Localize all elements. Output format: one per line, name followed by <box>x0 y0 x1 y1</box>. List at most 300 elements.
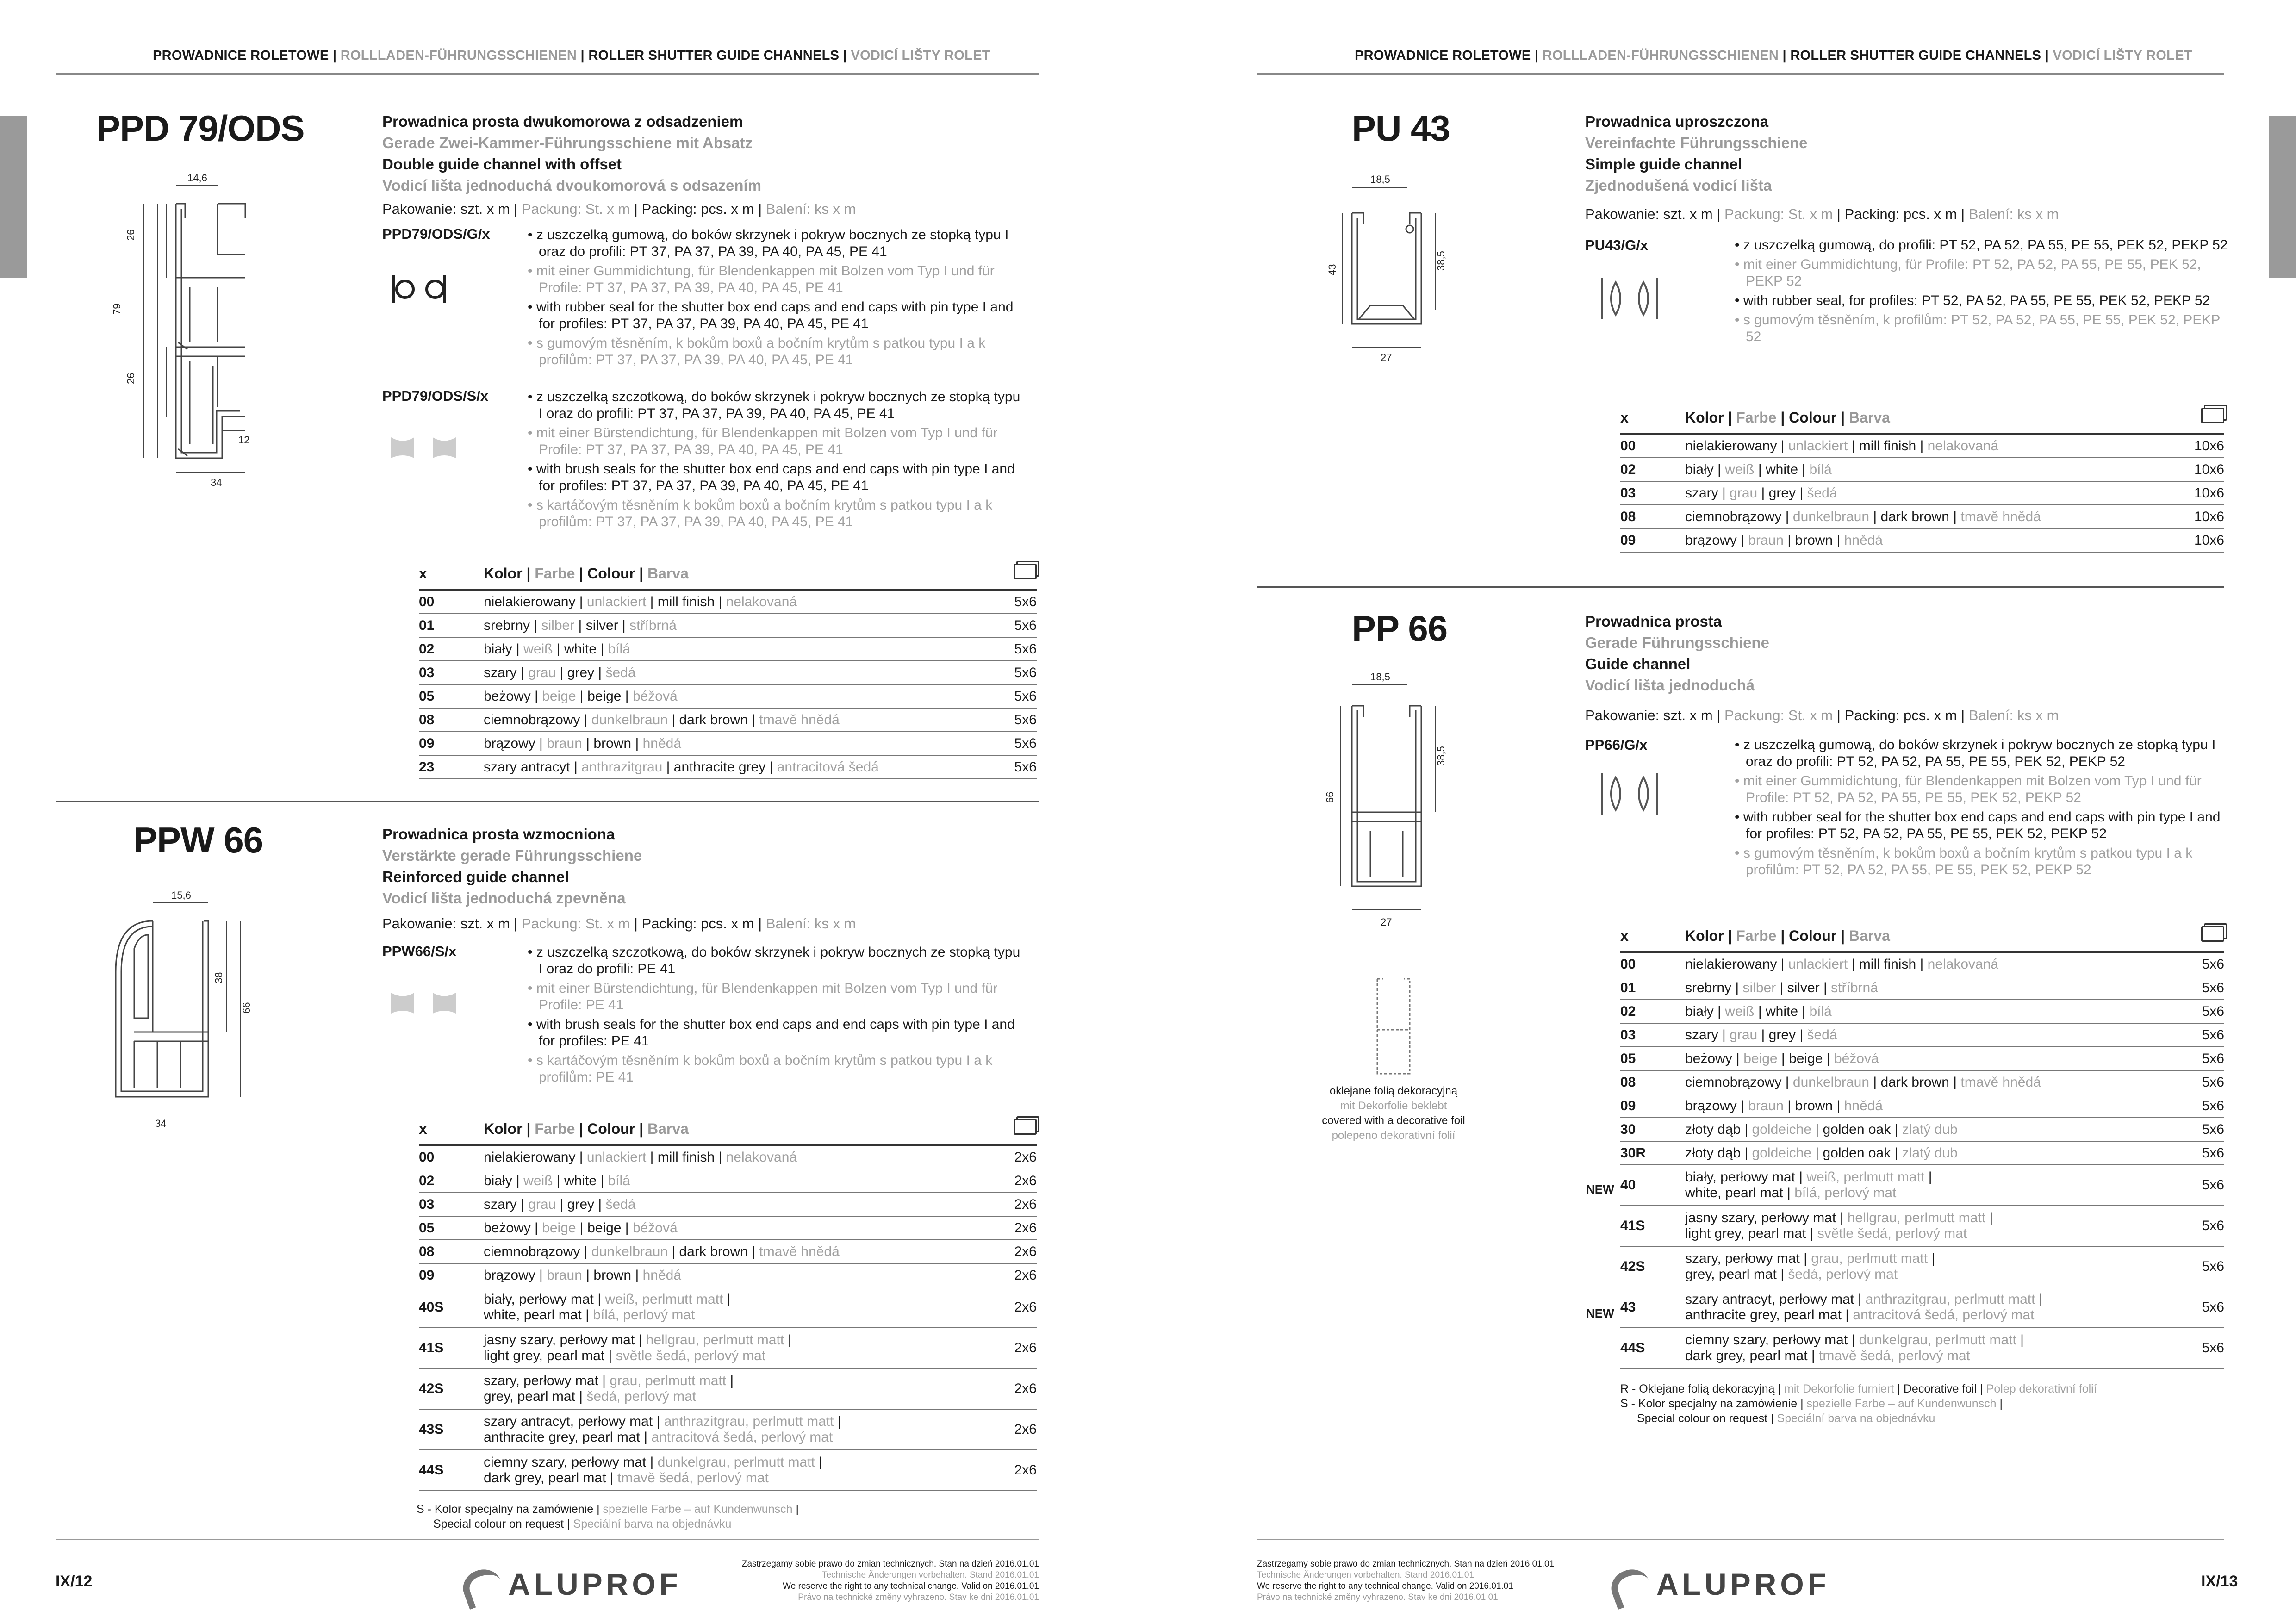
cell-text: dark brown <box>1880 509 1949 524</box>
colour-code: 41S <box>1620 1206 1685 1246</box>
special-colour-note: R - Oklejane folią dekoracyjną | mit Dekorfolie furniert | Decorative foil | Polep dekorativní folií S - Kolor specjalny na zamówienie | spezielle Farbe – auf Kundenwunsch | Special colour on request | Speciální barva na objednávku <box>1620 1382 2097 1425</box>
pack-quantity: 2x6 <box>1003 1145 1037 1169</box>
colour-name: szary | grau | grey | šedá <box>1685 1023 2191 1047</box>
cell-text: dunkelgrau, perlmutt matt <box>657 1455 815 1470</box>
cell-text: šedá <box>1807 1027 1837 1043</box>
dim-label: 66 <box>241 1002 252 1014</box>
table-row <box>419 1240 1037 1263</box>
pack-quantity: 2x6 <box>1003 1240 1037 1263</box>
table-row <box>1620 976 2224 1000</box>
pack-quantity: 2x6 <box>1003 1287 1037 1328</box>
colour-code: 41S <box>419 1328 484 1368</box>
cell-text: szary <box>1685 1027 1718 1043</box>
table-row <box>1620 1328 2224 1368</box>
pack-quantity: 5x6 <box>2191 1287 2224 1328</box>
cell-text: béžová <box>632 688 678 704</box>
colour-name: ciemnobrązowy | dunkelbraun | dark brown | tmavě hnědá <box>1685 1070 2191 1094</box>
packing-line: Pakowanie: szt. x m | Packung: St. x m | Packing: pcs. x m | Balení: ks x m <box>382 915 856 932</box>
cell-text: anthrazitgrau, perlmutt matt <box>664 1414 834 1429</box>
table-row <box>419 684 1037 708</box>
product-code: PU 43 <box>1352 108 1450 149</box>
cell-text: dunkelgrau, perlmutt matt <box>1859 1332 2016 1348</box>
colour-name: biały | weiß | white | bílá <box>1685 458 2182 481</box>
box-icon <box>1014 1119 1037 1135</box>
cell-text: šedá <box>605 1196 636 1212</box>
cell-text: tmavě hnědá <box>759 1244 840 1259</box>
cell-text: bílá, perlový mat <box>1794 1185 1897 1200</box>
colour-table <box>419 558 1037 779</box>
cell-text: ciemny szary, perłowy mat <box>484 1455 647 1470</box>
side-tab <box>0 116 27 278</box>
cell-text: stříbrná <box>1831 980 1878 995</box>
cell-text: ciemnobrązowy <box>1685 509 1782 524</box>
table-row <box>419 1193 1037 1216</box>
colour-name <box>484 1287 1003 1328</box>
table-row <box>419 637 1037 661</box>
table-row <box>1620 1094 2224 1118</box>
cell-text: tmavě šedá, perlový mat <box>1819 1348 1970 1363</box>
profile-drawing <box>1301 167 1449 366</box>
pack-quantity: 10x6 <box>2182 505 2224 529</box>
table-row <box>419 755 1037 779</box>
dim-label: 66 <box>1324 791 1336 803</box>
cell-text: biały <box>484 641 512 657</box>
colour-name: beżowy | beige | beige | béžová <box>484 684 1006 708</box>
pack-quantity: 2x6 <box>1003 1409 1037 1450</box>
cell-text: braun <box>1748 1098 1784 1113</box>
cell-text: grey, pearl mat <box>484 1389 575 1404</box>
table-header: x Kolor | Farbe | Colour | Barva <box>419 558 1037 590</box>
dim-label: 34 <box>211 477 222 488</box>
pack-quantity: 5x6 <box>2191 1206 2224 1246</box>
colour-code: 40 <box>1620 1165 1685 1206</box>
cell-text: braun <box>547 735 582 751</box>
pack-quantity: 10x6 <box>2182 458 2224 481</box>
cell-text: brązowy <box>484 735 535 751</box>
colour-code: 30 <box>1620 1118 1685 1141</box>
colour-code: 43S <box>419 1409 484 1450</box>
cell-text: hellgrau, perlmutt matt <box>646 1332 784 1348</box>
variant-description: • z uszczelką gumową, do profili: PT 52, PA 52, PA 55, PE 55, PEK 52, PEKP 52 • mit einer Gummidichtung, für Profile: PT 52, PA 52, PA 55, PE 55, PEK 52, PEKP 52 • with rubber seal, for profiles: PT 52, PA 52, PA 55, PE 55, PEK 52, PEKP 52 • s gumovým těsněním, k profilům: PT 52, PA 52, PA 55, PE 55, PEK 52, PEKP 52 <box>1735 237 2230 348</box>
colour-name: brązowy | braun | brown | hnědá <box>1685 529 2182 552</box>
decorative-foil-profile-icon <box>1370 974 1417 1081</box>
table-row <box>419 1409 1037 1450</box>
pack-quantity: 5x6 <box>1006 732 1037 755</box>
cell-text: white, pearl mat <box>484 1307 582 1323</box>
cell-text: weiß <box>1725 461 1755 477</box>
colour-code: 09 <box>419 1263 484 1287</box>
cell-text: šedá <box>605 665 636 680</box>
cell-text: unlackiert <box>1788 438 1848 454</box>
colour-code: 03 <box>419 661 484 684</box>
cell-text: light grey, pearl mat <box>1685 1226 1806 1241</box>
cell-text: biały <box>484 1173 512 1188</box>
cell-text: hnědá <box>1844 1098 1883 1113</box>
table-row <box>419 614 1037 637</box>
colour-name <box>1685 1328 2191 1368</box>
dim-label: 18,5 <box>1370 174 1390 185</box>
cell-text: dunkelbraun <box>591 1244 668 1259</box>
cell-text: mill finish <box>1859 956 1916 972</box>
table-row <box>1620 1070 2224 1094</box>
cell-text: anthrazitgrau, perlmutt matt <box>1865 1292 2035 1307</box>
pack-quantity: 5x6 <box>1006 661 1037 684</box>
pack-quantity: 5x6 <box>2191 976 2224 1000</box>
colour-name: srebrny | silber | silver | stříbrná <box>1685 976 2191 1000</box>
colour-name: brązowy | braun | brown | hnědá <box>484 1263 1003 1287</box>
table-row <box>1620 1287 2224 1328</box>
cell-text: grau <box>1730 1027 1758 1043</box>
table-row <box>419 1328 1037 1368</box>
cell-text: grau, perlmutt matt <box>1811 1251 1928 1266</box>
variant-code: PP66/G/x <box>1585 737 1648 753</box>
cell-text: šedá, perlový mat <box>1788 1267 1898 1282</box>
colour-name-line: dark grey, pearl mat | tmavě šedá, perlový mat <box>484 1470 769 1486</box>
colour-code: 02 <box>419 637 484 661</box>
variant-code: PPW66/S/x <box>382 943 457 959</box>
colour-code: 00 <box>419 590 484 614</box>
cell-text: grey <box>567 1196 595 1212</box>
cell-text: beige <box>587 688 622 704</box>
dim-label: 26 <box>125 229 137 241</box>
colour-name: brązowy | braun | brown | hnědá <box>484 732 1006 755</box>
cell-text: tmavě hnědá <box>1960 509 2041 524</box>
table-row <box>1620 1047 2224 1070</box>
pack-quantity: 10x6 <box>2182 481 2224 505</box>
table-header: x Kolor | Farbe | Colour | Barva <box>1620 402 2224 434</box>
pack-quantity: 5x6 <box>1006 614 1037 637</box>
table-row <box>1620 1000 2224 1023</box>
pack-quantity: 5x6 <box>1006 637 1037 661</box>
cell-text: white, pearl mat <box>1685 1185 1783 1200</box>
table-row <box>1620 1165 2224 1206</box>
colour-table <box>419 1113 1037 1491</box>
packing-line: Pakowanie: szt. x m | Packung: St. x m | Packing: pcs. x m | Balení: ks x m <box>1585 206 2059 222</box>
product-titles: Prowadnica uproszczona Vereinfachte Führungsschiene Simple guide channel Zjednodušená vodicí lišta <box>1585 113 1808 194</box>
colour-name: nielakierowany | unlackiert | mill finish | nelakovaná <box>1685 952 2191 976</box>
pack-quantity: 2x6 <box>1003 1169 1037 1193</box>
table-row <box>419 732 1037 755</box>
colour-code: 09 <box>419 732 484 755</box>
dim-label: 43 <box>1326 264 1338 275</box>
pack-quantity: 5x6 <box>2191 1023 2224 1047</box>
cell-text: ciemnobrązowy <box>484 1244 580 1259</box>
page-number: IX/12 <box>56 1573 93 1590</box>
colour-code: 08 <box>419 708 484 732</box>
dim-label: 27 <box>1381 916 1392 928</box>
colour-table <box>1620 402 2224 553</box>
colour-name: nielakierowany | unlackiert | mill finish | nelakovaná <box>484 1145 1003 1169</box>
cell-text: hnědá <box>642 735 682 751</box>
cell-text: weiß <box>523 641 553 657</box>
table-row <box>419 1263 1037 1287</box>
cell-text: szary <box>1685 485 1718 501</box>
colour-name-line: szary, perłowy mat | grau, perlmutt matt | <box>1685 1251 1935 1266</box>
colour-name: ciemnobrązowy | dunkelbraun | dark brown | tmavě hnědá <box>1685 505 2182 529</box>
cell-text: tmavě hnědá <box>759 712 840 728</box>
colour-name-line: jasny szary, perłowy mat | hellgrau, perlmutt matt | <box>484 1332 792 1348</box>
cell-text: unlackiert <box>586 594 647 609</box>
colour-code: 30R <box>1620 1141 1685 1165</box>
colour-name <box>484 1450 1003 1491</box>
colour-name <box>1685 1246 2191 1287</box>
cell-text: šedá <box>1807 485 1837 501</box>
cell-text: biały, perłowy mat <box>1685 1169 1795 1185</box>
cell-text: antracitová šedá <box>777 759 879 775</box>
variant-code: PU43/G/x <box>1585 237 1649 253</box>
aluprof-logo: ALUPROF <box>1611 1567 1830 1604</box>
cell-text: antracitová šedá, perlový mat <box>651 1430 833 1445</box>
cell-text: weiß <box>523 1173 553 1188</box>
dim-label: 34 <box>155 1118 167 1129</box>
cell-text: unlackiert <box>586 1149 647 1165</box>
cell-text: béžová <box>1834 1051 1879 1066</box>
cell-text: nelakovaná <box>1927 438 1999 454</box>
cell-text: silver <box>1787 980 1820 995</box>
colour-name-line: szary, perłowy mat | grau, perlmutt matt | <box>484 1373 734 1388</box>
colour-name-line: anthracite grey, pearl mat | antracitová šedá, perlový mat <box>484 1430 833 1445</box>
cell-text: weiß, perlmutt matt <box>1806 1169 1925 1185</box>
cell-text: white <box>564 641 597 657</box>
cell-text: jasny szary, perłowy mat <box>484 1332 635 1348</box>
colour-name-line: anthracite grey, pearl mat | antracitová šedá, perlový mat <box>1685 1307 2035 1323</box>
product-titles: Prowadnica prosta wzmocniona Verstärkte gerade Führungsschiene Reinforced guide channel Vodicí lišta jednoduchá zpevněna <box>382 826 642 907</box>
cell-text: grau, perlmutt matt <box>610 1373 727 1388</box>
cell-text: nelakovaná <box>726 1149 797 1165</box>
variant-code: PPD79/ODS/S/x <box>382 388 489 404</box>
colour-name <box>1685 1287 2191 1328</box>
dim-label: 38,5 <box>1435 251 1447 271</box>
product-code: PP 66 <box>1352 608 1448 649</box>
table-row <box>1620 481 2224 505</box>
pack-quantity: 5x6 <box>1006 684 1037 708</box>
colour-name-line: grey, pearl mat | šedá, perlový mat <box>484 1389 697 1404</box>
cell-text: brązowy <box>1685 1098 1737 1113</box>
colour-code: 03 <box>1620 481 1685 505</box>
colour-code: 43 <box>1620 1287 1685 1328</box>
colour-code: 05 <box>419 1216 484 1240</box>
pack-quantity: 10x6 <box>2182 434 2224 458</box>
colour-name: beżowy | beige | beige | béžová <box>1685 1047 2191 1070</box>
colour-name: biały | weiß | white | bílá <box>1685 1000 2191 1023</box>
cell-text: złoty dąb <box>1685 1121 1741 1137</box>
cell-text: szary, perłowy mat <box>1685 1251 1800 1266</box>
colour-code: 03 <box>1620 1023 1685 1047</box>
cell-text: béžová <box>632 1220 678 1236</box>
table-row <box>1620 458 2224 481</box>
cell-text: dark brown <box>679 1244 748 1259</box>
cell-text: biały, perłowy mat <box>484 1292 594 1307</box>
cell-text: beżowy <box>1685 1051 1732 1066</box>
colour-code: 00 <box>1620 952 1685 976</box>
pack-quantity: 2x6 <box>1003 1328 1037 1368</box>
cell-text: bílá <box>608 1173 630 1188</box>
table-row <box>419 1169 1037 1193</box>
page-header: PROWADNICE ROLETOWE | ROLLLADEN-FÜHRUNGSSCHIENEN | ROLLER SHUTTER GUIDE CHANNELS | VODICÍ LIŠTY ROLET <box>1355 48 2192 63</box>
cell-text: dunkelbraun <box>591 712 668 728</box>
cell-text: zlatý dub <box>1902 1121 1958 1137</box>
cell-text: dark grey, pearl mat <box>1685 1348 1808 1363</box>
colour-name-line: dark grey, pearl mat | tmavě šedá, perlový mat <box>1685 1348 1970 1363</box>
colour-table <box>1620 920 2224 1369</box>
colour-code: 02 <box>1620 1000 1685 1023</box>
left-page <box>0 0 1111 1623</box>
variant-description: • z uszczelką gumową, do boków skrzynek i pokryw bocznych ze stopką typu I oraz do profili: PT 52, PA 52, PA 55, PE 55, PEK 52, PEKP 52 • mit einer Gummidichtung, für Blendenkappen mit Bolzen vom Typ I und für Profile: PT 52, PA 52, PA 55, PE 55, PEK 52, PEKP 52 • with rubber seal for the shutter box end caps and end caps with pin type I and for profiles: PT 52, PA 52, PA 55, PE 55, PEK 52, PEKP 52 • s gumovým těsněním, k bokům boxů a bočním krytům s patkou typu I a k profilům: PT 52, PA 52, PA 55, PE 55, PEK 52, PEKP 52 <box>1735 737 2230 881</box>
disclaimer: Zastrzegamy sobie prawo do zmian technicznych. Stan na dzień 2016.01.01 Technische Änderungen vorbehalten. Stand 2016.01.01 We reserve the right to any technical change. Valid on 2016.01.01 Právo na technické změny vyhrazeno. Stav ke dni 2016.01.01 <box>741 1559 1039 1602</box>
cell-text: braun <box>1748 532 1784 548</box>
pack-quantity: 2x6 <box>1003 1193 1037 1216</box>
cell-text: anthracite grey, pearl mat <box>484 1430 640 1445</box>
cell-text: jasny szary, perłowy mat <box>1685 1210 1836 1225</box>
colour-code: 44S <box>419 1450 484 1491</box>
variant-description: • z uszczelką gumową, do boków skrzynek i pokryw bocznych ze stopką typu I oraz do profili: PT 37, PA 37, PA 39, PA 40, PA 45, PE 41 • mit einer Gummidichtung, für Blendenkappen mit Bolzen vom Typ I und für Profile: PT 37, PA 37, PA 39, PA 40, PA 45, PE 41 • with rubber seal for the shutter box end caps and end caps with pin type I and for profiles: PT 37, PA 37, PA 39, PA 40, PA 45, PE 41 • s gumovým těsněním, k bokům boxů a bočním krytům s patkou typu I a k profilům: PT 37, PA 37, PA 39, PA 40, PA 45, PE 41 <box>528 227 1023 371</box>
pack-quantity: 5x6 <box>2191 952 2224 976</box>
table-row <box>419 1216 1037 1240</box>
colour-name: ciemnobrązowy | dunkelbraun | dark brown | tmavě hnědá <box>484 708 1006 732</box>
colour-code: 44S <box>1620 1328 1685 1368</box>
dim-label: 26 <box>125 373 137 384</box>
dim-label: 12 <box>238 434 250 446</box>
cell-text: weiß <box>1725 1003 1755 1019</box>
profile-drawing <box>97 167 250 488</box>
product-code: PPW 66 <box>133 820 263 860</box>
pack-quantity: 5x6 <box>1006 708 1037 732</box>
table-row <box>1620 1246 2224 1287</box>
cell-text: brązowy <box>484 1267 535 1283</box>
profile-drawing <box>97 879 252 1129</box>
cell-text: tmavě hnědá <box>1960 1074 2041 1090</box>
new-badge: NEW <box>1586 1182 1614 1196</box>
packing-line: Pakowanie: szt. x m | Packung: St. x m | Packing: pcs. x m | Balení: ks x m <box>382 201 856 217</box>
variant-code: PPD79/ODS/G/x <box>382 226 490 242</box>
cell-text: ciemny szary, perłowy mat <box>1685 1332 1848 1348</box>
colour-code: 00 <box>419 1145 484 1169</box>
cell-text: light grey, pearl mat <box>484 1348 605 1363</box>
cell-text: ciemnobrązowy <box>1685 1074 1782 1090</box>
cell-text: szary antracyt, perłowy mat <box>1685 1292 1854 1307</box>
cell-text: golden oak <box>1823 1145 1891 1161</box>
box-icon <box>1014 564 1037 579</box>
pack-quantity: 5x6 <box>2191 1246 2224 1287</box>
pack-quantity: 2x6 <box>1003 1263 1037 1287</box>
dim-label: 38,5 <box>1435 746 1447 766</box>
cell-text: grey <box>1768 485 1796 501</box>
cell-text: biały <box>1685 461 1714 477</box>
variant-description: • z uszczelką szczotkową, do boków skrzynek i pokryw bocznych ze stopką typu I oraz do profili: PE 41 • mit einer Bürstendichtung, für Blendenkappen mit Bolzen vom Typ I und für Profile: PE 41 • with brush seals for the shutter box end caps and end caps with pin type I and for profiles: PE 41 • s kartáčovým těsněním k bokům boxů a bočním krytům s patkou typu I a k profilům: PE 41 <box>528 944 1023 1088</box>
cell-text: hnědá <box>642 1267 682 1283</box>
colour-name-line: white, pearl mat | bílá, perlový mat <box>484 1307 695 1323</box>
colour-name-line: white, pearl mat | bílá, perlový mat <box>1685 1185 1897 1200</box>
pack-quantity: 10x6 <box>2182 529 2224 552</box>
cell-text: brown <box>593 735 632 751</box>
colour-code: 02 <box>1620 458 1685 481</box>
special-colour-note: S - Kolor specjalny na zamówienie | spezielle Farbe – auf Kundenwunsch | Special colour on request | Speciální barva na objednávku <box>417 1503 799 1530</box>
cell-text: silber <box>541 617 575 633</box>
table-row <box>1620 1023 2224 1047</box>
cell-text: brown <box>593 1267 632 1283</box>
cell-text: szary, perłowy mat <box>484 1373 598 1388</box>
right-page <box>1185 0 2296 1623</box>
colour-code: 08 <box>1620 505 1685 529</box>
packing-line: Pakowanie: szt. x m | Packung: St. x m | Packing: pcs. x m | Balení: ks x m <box>1585 707 2059 723</box>
colour-name: srebrny | silber | silver | stříbrná <box>484 614 1006 637</box>
colour-code: 01 <box>419 614 484 637</box>
pack-quantity: 5x6 <box>2191 1070 2224 1094</box>
cell-text: světle šedá, perlový mat <box>1817 1226 1967 1241</box>
cell-text: goldeiche <box>1752 1121 1811 1137</box>
pack-quantity: 5x6 <box>2191 1000 2224 1023</box>
colour-code: 08 <box>419 1240 484 1263</box>
colour-name: szary | grau | grey | šedá <box>484 1193 1003 1216</box>
brush-seal-icon <box>389 990 463 1018</box>
cell-text: dark brown <box>1880 1074 1949 1090</box>
colour-code: 42S <box>419 1368 484 1409</box>
cell-text: silber <box>1742 980 1776 995</box>
cell-text: ciemnobrązowy <box>484 712 580 728</box>
cell-text: braun <box>547 1267 582 1283</box>
pack-quantity: 5x6 <box>1006 590 1037 614</box>
colour-name-line: biały, perłowy mat | weiß, perlmutt matt | <box>1685 1169 1932 1185</box>
cell-text: white <box>1765 461 1798 477</box>
cell-text: nielakierowany <box>484 594 576 609</box>
colour-name: szary | grau | grey | šedá <box>484 661 1006 684</box>
colour-name-line: ciemny szary, perłowy mat | dunkelgrau, perlmutt matt | <box>1685 1332 2024 1348</box>
table-row <box>1620 1118 2224 1141</box>
header-rule <box>1257 73 2224 75</box>
colour-name <box>1685 1165 2191 1206</box>
cell-text: silver <box>585 617 618 633</box>
table-row <box>1620 1141 2224 1165</box>
cell-text: weiß, perlmutt matt <box>605 1292 723 1307</box>
cell-text: dark grey, pearl mat <box>484 1470 606 1486</box>
table-row <box>419 1368 1037 1409</box>
cell-text: nielakierowany <box>1685 438 1777 454</box>
rubber-seal-icon <box>389 271 463 308</box>
cell-text: bílá <box>1809 461 1832 477</box>
colour-name-line: ciemny szary, perłowy mat | dunkelgrau, perlmutt matt | <box>484 1455 822 1470</box>
variant-description: • z uszczelką szczotkową, do boków skrzynek i pokryw bocznych ze stopką typu I oraz do profili: PT 37, PA 37, PA 39, PA 40, PA 45, PE 41 • mit einer Bürstendichtung, für Blendenkappen mit Bolzen vom Typ I und für Profile: PT 37, PA 37, PA 39, PA 40, PA 45, PE 41 • with brush seals for the shutter box end caps and end caps with pin type I and for profiles: PT 37, PA 37, PA 39, PA 40, PA 45, PE 41 • s kartáčovým těsněním k bokům boxů a bočním krytům s patkou typu I a k profilům: PT 37, PA 37, PA 39, PA 40, PA 45, PE 41 <box>528 389 1023 533</box>
table-row <box>419 1145 1037 1169</box>
cell-text: dunkelbraun <box>1792 509 1870 524</box>
profile-drawing <box>1301 664 1449 933</box>
page-number: IX/13 <box>2201 1573 2238 1590</box>
cell-text: beżowy <box>484 1220 531 1236</box>
decorative-foil-caption: oklejane folią dekoracyjną mit Dekorfolie beklebt covered with a decorative foil polepeno dekorativní folií <box>1322 1085 1465 1142</box>
pack-quantity: 5x6 <box>1006 755 1037 779</box>
colour-name-line: grey, pearl mat | šedá, perlový mat <box>1685 1267 1898 1282</box>
brush-seal-icon <box>389 435 463 463</box>
cell-text: grey <box>1768 1027 1796 1043</box>
cell-text: srebrny <box>484 617 530 633</box>
cell-text: bílá, perlový mat <box>593 1307 695 1323</box>
cell-text: grau <box>528 665 556 680</box>
colour-name: szary antracyt | anthrazitgrau | anthracite grey | antracitová šedá <box>484 755 1006 779</box>
table-row <box>419 1287 1037 1328</box>
cell-text: dark brown <box>679 712 748 728</box>
table-header: x Kolor | Farbe | Colour | Barva <box>1620 920 2224 952</box>
cell-text: šedá, perlový mat <box>586 1389 697 1404</box>
table-row <box>1620 505 2224 529</box>
cell-text: white <box>1765 1003 1798 1019</box>
colour-name-line: szary antracyt, perłowy mat | anthrazitgrau, perlmutt matt | <box>1685 1292 2043 1307</box>
table-row <box>1620 434 2224 458</box>
cell-text: hellgrau, perlmutt matt <box>1847 1210 1986 1225</box>
colour-name-line: light grey, pearl mat | světle šedá, perlový mat <box>1685 1226 1967 1241</box>
cell-text: dunkelbraun <box>1792 1074 1870 1090</box>
colour-name-line: biały, perłowy mat | weiß, perlmutt matt | <box>484 1292 731 1307</box>
colour-name: szary | grau | grey | šedá <box>1685 481 2182 505</box>
cell-text: stříbrná <box>629 617 677 633</box>
